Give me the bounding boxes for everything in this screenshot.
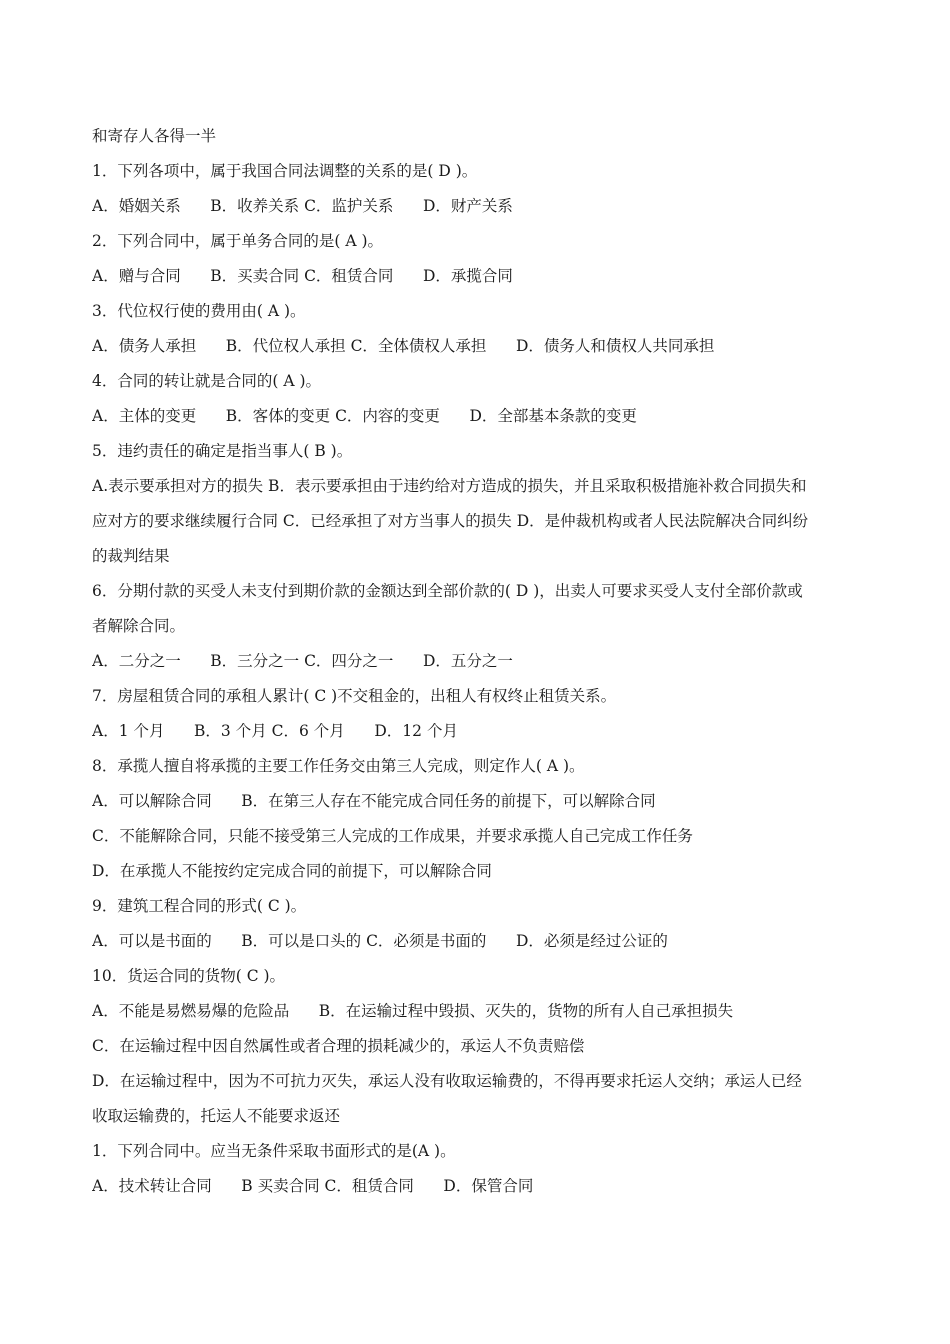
options-line: A．主体的变更 B．客体的变更 C．内容的变更 D．全部基本条款的变更	[92, 407, 637, 425]
question-line: 3．代位权行使的费用由( A )。	[92, 302, 306, 320]
options-line: A．1 个月 B．3 个月 C．6 个月 D．12 个月	[92, 722, 458, 740]
options-line: D．在承揽人不能按约定完成合同的前提下，可以解除合同	[92, 862, 492, 880]
question-line: 者解除合同。	[92, 617, 186, 635]
question-line: 8．承揽人擅自将承揽的主要工作任务交由第三人完成，则定作人( A )。	[92, 757, 585, 775]
options-line: D．在运输过程中，因为不可抗力灭失，承运人没有收取运输费的，不得再要求托运人交纳；承运人已经	[92, 1072, 802, 1090]
question-line: 1．下列各项中，属于我国合同法调整的关系的是( D )。	[92, 162, 478, 180]
options-line: A．债务人承担 B．代位权人承担 C．全体债权人承担 D．债务人和债权人共同承担	[92, 337, 715, 355]
options-line: C．不能解除合同，只能不接受第三人完成的工作成果，并要求承揽人自己完成工作任务	[92, 827, 693, 845]
options-line: 应对方的要求继续履行合同 C．已经承担了对方当事人的损失 D．是仲裁机构或者人民法院解决合同纠纷	[92, 512, 809, 530]
question-line: 4．合同的转让就是合同的( A )。	[92, 372, 322, 390]
options-line: C．在运输过程中因自然属性或者合理的损耗减少的，承运人不负责赔偿	[92, 1037, 585, 1055]
question-line: 6．分期付款的买受人未支付到期价款的金额达到全部价款的( D )，出卖人可要求买受人支付全部价款或	[92, 582, 803, 600]
question-line: 5．违约责任的确定是指当事人( B )。	[92, 442, 353, 460]
options-line: A．技术转让合同 B 买卖合同 C．租赁合同 D．保管合同	[92, 1177, 534, 1195]
options-line: A.表示要承担对方的损失 B．表示要承担由于违约给对方造成的损失，并且采取积极措施补救合同损失和	[92, 477, 807, 495]
options-line: A．可以解除合同 B．在第三人存在不能完成合同任务的前提下，可以解除合同	[92, 792, 656, 810]
options-line: A．不能是易燃易爆的危险品 B．在运输过程中毁损、灭失的，货物的所有人自己承担损失	[92, 1002, 734, 1020]
question-line: 1．下列合同中。应当无条件采取书面形式的是(A )。	[92, 1142, 456, 1160]
options-line: 收取运输费的，托运人不能要求返还	[92, 1107, 341, 1125]
options-line: A．赠与合同 B．买卖合同 C．租赁合同 D．承揽合同	[92, 267, 513, 285]
options-line: A．婚姻关系 B．收养关系 C．监护关系 D．财产关系	[92, 197, 513, 215]
question-line: 10．货运合同的货物( C )。	[92, 967, 286, 985]
question-line: 2．下列合同中，属于单务合同的是( A )。	[92, 232, 384, 250]
document-body	[92, 125, 882, 1210]
question-line: 9．建筑工程合同的形式( C )。	[92, 897, 307, 915]
options-line: A．可以是书面的 B．可以是口头的 C．必须是书面的 D．必须是经过公证的	[92, 932, 668, 950]
text-line: 和寄存人各得一半	[92, 127, 217, 145]
question-line: 7．房屋租赁合同的承租人累计( C )不交租金的，出租人有权终止租赁关系。	[92, 687, 617, 705]
options-line: A．二分之一 B．三分之一 C．四分之一 D．五分之一	[92, 652, 513, 670]
options-line: 的裁判结果	[92, 547, 170, 565]
